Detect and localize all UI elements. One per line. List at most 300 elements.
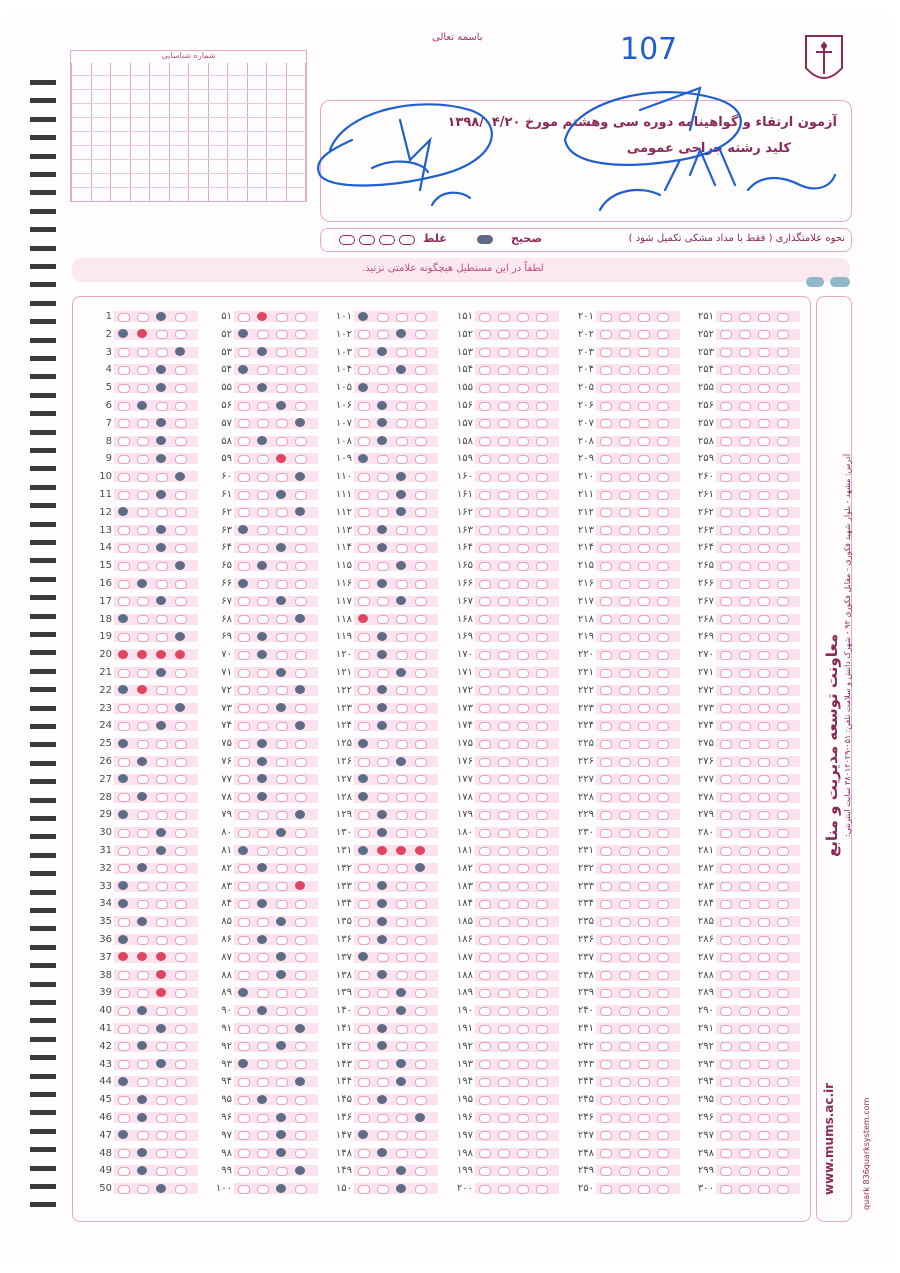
answer-bubble[interactable] (415, 1185, 427, 1194)
answer-bubble[interactable] (257, 597, 269, 606)
answer-bubble[interactable] (396, 1025, 408, 1034)
answer-bubble[interactable] (377, 1185, 389, 1194)
answer-bubble[interactable] (257, 580, 269, 589)
answer-bubble[interactable] (175, 1131, 187, 1140)
answer-bubble[interactable] (600, 580, 612, 589)
answer-mark[interactable] (156, 846, 166, 855)
answer-bubble[interactable] (498, 722, 510, 731)
answer-bubble[interactable] (720, 348, 732, 357)
answer-bubble[interactable] (638, 597, 650, 606)
answer-bubble[interactable] (377, 793, 389, 802)
answer-bubble[interactable] (536, 936, 548, 945)
answer-bubble[interactable] (358, 580, 370, 589)
answer-bubble[interactable] (657, 829, 669, 838)
answer-bubble[interactable] (777, 900, 789, 909)
answer-mark[interactable] (295, 721, 305, 730)
answer-bubble[interactable] (536, 811, 548, 820)
answer-bubble[interactable] (758, 793, 770, 802)
answer-bubble[interactable] (295, 597, 307, 606)
answer-mark[interactable] (238, 988, 248, 997)
answer-bubble[interactable] (619, 1060, 631, 1069)
answer-bubble[interactable] (415, 1149, 427, 1158)
answer-bubble[interactable] (137, 936, 149, 945)
answer-bubble[interactable] (777, 669, 789, 678)
answer-bubble[interactable] (137, 1025, 149, 1034)
answer-bubble[interactable] (498, 544, 510, 553)
answer-bubble[interactable] (777, 384, 789, 393)
answer-bubble[interactable] (600, 971, 612, 980)
answer-bubble[interactable] (657, 669, 669, 678)
answer-bubble[interactable] (517, 526, 529, 535)
answer-bubble[interactable] (276, 1007, 288, 1016)
answer-bubble[interactable] (358, 651, 370, 660)
answer-bubble[interactable] (657, 882, 669, 891)
answer-mark[interactable] (396, 1166, 406, 1175)
answer-bubble[interactable] (657, 1149, 669, 1158)
answer-bubble[interactable] (118, 1042, 130, 1051)
answer-bubble[interactable] (137, 348, 149, 357)
answer-bubble[interactable] (498, 615, 510, 624)
answer-mark[interactable] (276, 1184, 286, 1193)
answer-bubble[interactable] (118, 419, 130, 428)
answer-bubble[interactable] (479, 1131, 491, 1140)
answer-bubble[interactable] (377, 455, 389, 464)
answer-bubble[interactable] (638, 580, 650, 589)
answer-bubble[interactable] (358, 722, 370, 731)
answer-bubble[interactable] (257, 1060, 269, 1069)
answer-bubble[interactable] (536, 1185, 548, 1194)
answer-bubble[interactable] (739, 1167, 751, 1176)
answer-bubble[interactable] (758, 1131, 770, 1140)
answer-bubble[interactable] (619, 971, 631, 980)
answer-bubble[interactable] (600, 615, 612, 624)
answer-bubble[interactable] (638, 1078, 650, 1087)
answer-bubble[interactable] (295, 847, 307, 856)
answer-bubble[interactable] (238, 1149, 250, 1158)
answer-bubble[interactable] (415, 473, 427, 482)
answer-bubble[interactable] (720, 793, 732, 802)
answer-bubble[interactable] (739, 704, 751, 713)
answer-bubble[interactable] (276, 633, 288, 642)
answer-bubble[interactable] (739, 348, 751, 357)
answer-bubble[interactable] (619, 882, 631, 891)
answer-bubble[interactable] (638, 864, 650, 873)
answer-bubble[interactable] (358, 989, 370, 998)
answer-mark[interactable] (295, 472, 305, 481)
answer-bubble[interactable] (536, 1114, 548, 1123)
answer-bubble[interactable] (118, 580, 130, 589)
answer-bubble[interactable] (758, 1096, 770, 1105)
answer-bubble[interactable] (479, 508, 491, 517)
answer-bubble[interactable] (536, 722, 548, 731)
answer-bubble[interactable] (175, 402, 187, 411)
answer-bubble[interactable] (498, 348, 510, 357)
answer-bubble[interactable] (156, 882, 168, 891)
answer-bubble[interactable] (238, 793, 250, 802)
answer-bubble[interactable] (498, 793, 510, 802)
answer-bubble[interactable] (295, 989, 307, 998)
answer-mark[interactable] (257, 383, 267, 392)
answer-bubble[interactable] (600, 330, 612, 339)
answer-bubble[interactable] (498, 580, 510, 589)
answer-bubble[interactable] (295, 633, 307, 642)
answer-bubble[interactable] (638, 508, 650, 517)
answer-bubble[interactable] (377, 597, 389, 606)
answer-bubble[interactable] (720, 936, 732, 945)
answer-bubble[interactable] (758, 1025, 770, 1034)
answer-bubble[interactable] (657, 686, 669, 695)
answer-bubble[interactable] (358, 1185, 370, 1194)
answer-bubble[interactable] (517, 971, 529, 980)
answer-bubble[interactable] (619, 1007, 631, 1016)
answer-bubble[interactable] (600, 313, 612, 322)
answer-bubble[interactable] (238, 864, 250, 873)
answer-bubble[interactable] (358, 597, 370, 606)
answer-bubble[interactable] (396, 775, 408, 784)
answer-mark[interactable] (175, 632, 185, 641)
answer-mark[interactable] (257, 739, 267, 748)
answer-bubble[interactable] (600, 562, 612, 571)
answer-bubble[interactable] (498, 1114, 510, 1123)
answer-bubble[interactable] (657, 1025, 669, 1034)
answer-bubble[interactable] (619, 508, 631, 517)
answer-bubble[interactable] (358, 1060, 370, 1069)
answer-bubble[interactable] (600, 597, 612, 606)
answer-mark[interactable] (276, 668, 286, 677)
answer-bubble[interactable] (238, 455, 250, 464)
answer-bubble[interactable] (638, 1131, 650, 1140)
answer-mark[interactable] (137, 579, 147, 588)
answer-bubble[interactable] (600, 989, 612, 998)
answer-bubble[interactable] (720, 758, 732, 767)
answer-bubble[interactable] (777, 1042, 789, 1051)
answer-bubble[interactable] (619, 384, 631, 393)
answer-bubble[interactable] (777, 366, 789, 375)
answer-bubble[interactable] (619, 686, 631, 695)
answer-bubble[interactable] (257, 419, 269, 428)
answer-mark[interactable] (377, 828, 387, 837)
answer-bubble[interactable] (358, 686, 370, 695)
answer-bubble[interactable] (536, 544, 548, 553)
answer-bubble[interactable] (137, 900, 149, 909)
answer-bubble[interactable] (600, 1007, 612, 1016)
answer-bubble[interactable] (118, 758, 130, 767)
answer-bubble[interactable] (377, 313, 389, 322)
answer-bubble[interactable] (175, 526, 187, 535)
answer-bubble[interactable] (396, 651, 408, 660)
answer-bubble[interactable] (276, 508, 288, 517)
answer-mark[interactable] (276, 543, 286, 552)
answer-bubble[interactable] (600, 1060, 612, 1069)
answer-bubble[interactable] (619, 419, 631, 428)
answer-bubble[interactable] (156, 900, 168, 909)
answer-mark[interactable] (257, 650, 267, 659)
answer-bubble[interactable] (536, 740, 548, 749)
answer-bubble[interactable] (619, 1025, 631, 1034)
answer-bubble[interactable] (517, 686, 529, 695)
answer-bubble[interactable] (415, 775, 427, 784)
answer-bubble[interactable] (758, 811, 770, 820)
answer-bubble[interactable] (276, 882, 288, 891)
answer-bubble[interactable] (720, 384, 732, 393)
answer-bubble[interactable] (720, 597, 732, 606)
answer-mark[interactable] (377, 543, 387, 552)
answer-bubble[interactable] (276, 864, 288, 873)
answer-bubble[interactable] (777, 829, 789, 838)
answer-bubble[interactable] (657, 1131, 669, 1140)
answer-bubble[interactable] (358, 1167, 370, 1176)
answer-mark-red[interactable] (156, 988, 166, 997)
answer-mark[interactable] (396, 1077, 406, 1086)
answer-bubble[interactable] (257, 704, 269, 713)
answer-bubble[interactable] (479, 419, 491, 428)
answer-bubble[interactable] (415, 615, 427, 624)
answer-bubble[interactable] (619, 491, 631, 500)
answer-bubble[interactable] (295, 971, 307, 980)
answer-bubble[interactable] (758, 508, 770, 517)
answer-bubble[interactable] (498, 829, 510, 838)
answer-bubble[interactable] (517, 704, 529, 713)
answer-mark[interactable] (377, 650, 387, 659)
answer-bubble[interactable] (257, 455, 269, 464)
answer-bubble[interactable] (536, 508, 548, 517)
answer-bubble[interactable] (377, 669, 389, 678)
answer-bubble[interactable] (777, 1078, 789, 1087)
answer-bubble[interactable] (479, 366, 491, 375)
answer-bubble[interactable] (600, 829, 612, 838)
answer-bubble[interactable] (657, 580, 669, 589)
answer-bubble[interactable] (498, 1167, 510, 1176)
answer-bubble[interactable] (536, 704, 548, 713)
answer-bubble[interactable] (358, 562, 370, 571)
answer-bubble[interactable] (777, 936, 789, 945)
answer-bubble[interactable] (619, 669, 631, 678)
answer-bubble[interactable] (777, 348, 789, 357)
answer-mark-red[interactable] (257, 312, 267, 321)
answer-bubble[interactable] (619, 651, 631, 660)
answer-bubble[interactable] (638, 651, 650, 660)
answer-bubble[interactable] (619, 544, 631, 553)
answer-bubble[interactable] (276, 686, 288, 695)
answer-bubble[interactable] (396, 793, 408, 802)
answer-bubble[interactable] (657, 455, 669, 464)
answer-bubble[interactable] (657, 971, 669, 980)
answer-bubble[interactable] (619, 437, 631, 446)
answer-bubble[interactable] (619, 704, 631, 713)
answer-bubble[interactable] (156, 1078, 168, 1087)
answer-bubble[interactable] (739, 491, 751, 500)
answer-bubble[interactable] (657, 1042, 669, 1051)
answer-mark[interactable] (396, 1184, 406, 1193)
answer-bubble[interactable] (777, 740, 789, 749)
answer-bubble[interactable] (118, 971, 130, 980)
answer-bubble[interactable] (295, 491, 307, 500)
answer-bubble[interactable] (536, 473, 548, 482)
answer-bubble[interactable] (118, 864, 130, 873)
answer-bubble[interactable] (758, 989, 770, 998)
answer-bubble[interactable] (257, 1114, 269, 1123)
answer-bubble[interactable] (156, 330, 168, 339)
answer-bubble[interactable] (777, 1096, 789, 1105)
answer-bubble[interactable] (358, 508, 370, 517)
answer-bubble[interactable] (758, 882, 770, 891)
answer-bubble[interactable] (156, 562, 168, 571)
answer-bubble[interactable] (517, 936, 529, 945)
answer-bubble[interactable] (536, 491, 548, 500)
answer-bubble[interactable] (118, 491, 130, 500)
answer-bubble[interactable] (498, 847, 510, 856)
answer-bubble[interactable] (238, 597, 250, 606)
answer-bubble[interactable] (415, 971, 427, 980)
answer-bubble[interactable] (498, 491, 510, 500)
answer-bubble[interactable] (396, 544, 408, 553)
answer-bubble[interactable] (238, 544, 250, 553)
answer-bubble[interactable] (657, 473, 669, 482)
answer-bubble[interactable] (536, 989, 548, 998)
answer-bubble[interactable] (638, 1096, 650, 1105)
answer-mark[interactable] (156, 365, 166, 374)
answer-bubble[interactable] (536, 1007, 548, 1016)
answer-bubble[interactable] (295, 1060, 307, 1069)
answer-bubble[interactable] (238, 811, 250, 820)
answer-bubble[interactable] (415, 953, 427, 962)
answer-mark[interactable] (358, 454, 368, 463)
answer-mark[interactable] (396, 472, 406, 481)
answer-bubble[interactable] (238, 900, 250, 909)
answer-bubble[interactable] (137, 437, 149, 446)
answer-bubble[interactable] (156, 775, 168, 784)
answer-bubble[interactable] (758, 775, 770, 784)
answer-bubble[interactable] (619, 829, 631, 838)
answer-bubble[interactable] (638, 562, 650, 571)
answer-bubble[interactable] (415, 633, 427, 642)
answer-bubble[interactable] (137, 971, 149, 980)
answer-bubble[interactable] (257, 829, 269, 838)
answer-bubble[interactable] (720, 1042, 732, 1051)
answer-bubble[interactable] (638, 526, 650, 535)
answer-bubble[interactable] (739, 847, 751, 856)
answer-bubble[interactable] (175, 686, 187, 695)
answer-bubble[interactable] (415, 313, 427, 322)
answer-bubble[interactable] (257, 491, 269, 500)
answer-bubble[interactable] (257, 1078, 269, 1087)
answer-bubble[interactable] (118, 526, 130, 535)
answer-bubble[interactable] (137, 1185, 149, 1194)
answer-bubble[interactable] (600, 936, 612, 945)
answer-bubble[interactable] (295, 740, 307, 749)
answer-bubble[interactable] (600, 900, 612, 909)
answer-bubble[interactable] (238, 615, 250, 624)
answer-mark[interactable] (377, 632, 387, 641)
answer-bubble[interactable] (758, 1078, 770, 1087)
answer-mark[interactable] (156, 543, 166, 552)
answer-bubble[interactable] (415, 669, 427, 678)
answer-bubble[interactable] (657, 900, 669, 909)
answer-bubble[interactable] (396, 580, 408, 589)
answer-bubble[interactable] (396, 437, 408, 446)
answer-bubble[interactable] (777, 1167, 789, 1176)
answer-bubble[interactable] (479, 1096, 491, 1105)
answer-bubble[interactable] (257, 1167, 269, 1176)
answer-bubble[interactable] (479, 900, 491, 909)
answer-mark[interactable] (156, 1024, 166, 1033)
answer-bubble[interactable] (137, 491, 149, 500)
answer-bubble[interactable] (238, 1114, 250, 1123)
answer-bubble[interactable] (479, 1185, 491, 1194)
answer-bubble[interactable] (295, 1131, 307, 1140)
answer-bubble[interactable] (517, 491, 529, 500)
answer-bubble[interactable] (358, 1114, 370, 1123)
answer-bubble[interactable] (739, 402, 751, 411)
answer-bubble[interactable] (479, 313, 491, 322)
answer-bubble[interactable] (536, 419, 548, 428)
answer-bubble[interactable] (498, 384, 510, 393)
answer-bubble[interactable] (720, 544, 732, 553)
answer-bubble[interactable] (238, 1131, 250, 1140)
answer-bubble[interactable] (619, 1042, 631, 1051)
answer-bubble[interactable] (758, 384, 770, 393)
answer-bubble[interactable] (479, 437, 491, 446)
answer-bubble[interactable] (118, 989, 130, 998)
answer-mark[interactable] (137, 1113, 147, 1122)
answer-bubble[interactable] (498, 1096, 510, 1105)
answer-bubble[interactable] (479, 918, 491, 927)
answer-bubble[interactable] (536, 793, 548, 802)
answer-bubble[interactable] (600, 544, 612, 553)
answer-bubble[interactable] (276, 936, 288, 945)
answer-bubble[interactable] (758, 704, 770, 713)
answer-bubble[interactable] (415, 1007, 427, 1016)
answer-bubble[interactable] (536, 366, 548, 375)
answer-bubble[interactable] (536, 669, 548, 678)
answer-bubble[interactable] (276, 758, 288, 767)
answer-bubble[interactable] (536, 1167, 548, 1176)
answer-bubble[interactable] (739, 722, 751, 731)
answer-mark[interactable] (377, 899, 387, 908)
answer-bubble[interactable] (415, 829, 427, 838)
answer-bubble[interactable] (276, 740, 288, 749)
answer-bubble[interactable] (498, 811, 510, 820)
answer-bubble[interactable] (739, 882, 751, 891)
answer-bubble[interactable] (657, 402, 669, 411)
answer-bubble[interactable] (758, 562, 770, 571)
answer-mark[interactable] (257, 1006, 267, 1015)
answer-bubble[interactable] (739, 633, 751, 642)
answer-bubble[interactable] (638, 615, 650, 624)
answer-bubble[interactable] (600, 758, 612, 767)
answer-bubble[interactable] (295, 936, 307, 945)
answer-bubble[interactable] (739, 419, 751, 428)
answer-bubble[interactable] (657, 722, 669, 731)
answer-bubble[interactable] (498, 1185, 510, 1194)
answer-bubble[interactable] (517, 562, 529, 571)
answer-bubble[interactable] (517, 384, 529, 393)
answer-bubble[interactable] (536, 597, 548, 606)
answer-bubble[interactable] (720, 615, 732, 624)
answer-bubble[interactable] (777, 491, 789, 500)
answer-bubble[interactable] (257, 330, 269, 339)
answer-bubble[interactable] (257, 473, 269, 482)
answer-bubble[interactable] (638, 473, 650, 482)
answer-bubble[interactable] (137, 366, 149, 375)
answer-bubble[interactable] (517, 811, 529, 820)
answer-bubble[interactable] (720, 1025, 732, 1034)
answer-bubble[interactable] (295, 526, 307, 535)
answer-bubble[interactable] (657, 1167, 669, 1176)
answer-bubble[interactable] (638, 1149, 650, 1158)
answer-bubble[interactable] (739, 615, 751, 624)
answer-bubble[interactable] (777, 313, 789, 322)
